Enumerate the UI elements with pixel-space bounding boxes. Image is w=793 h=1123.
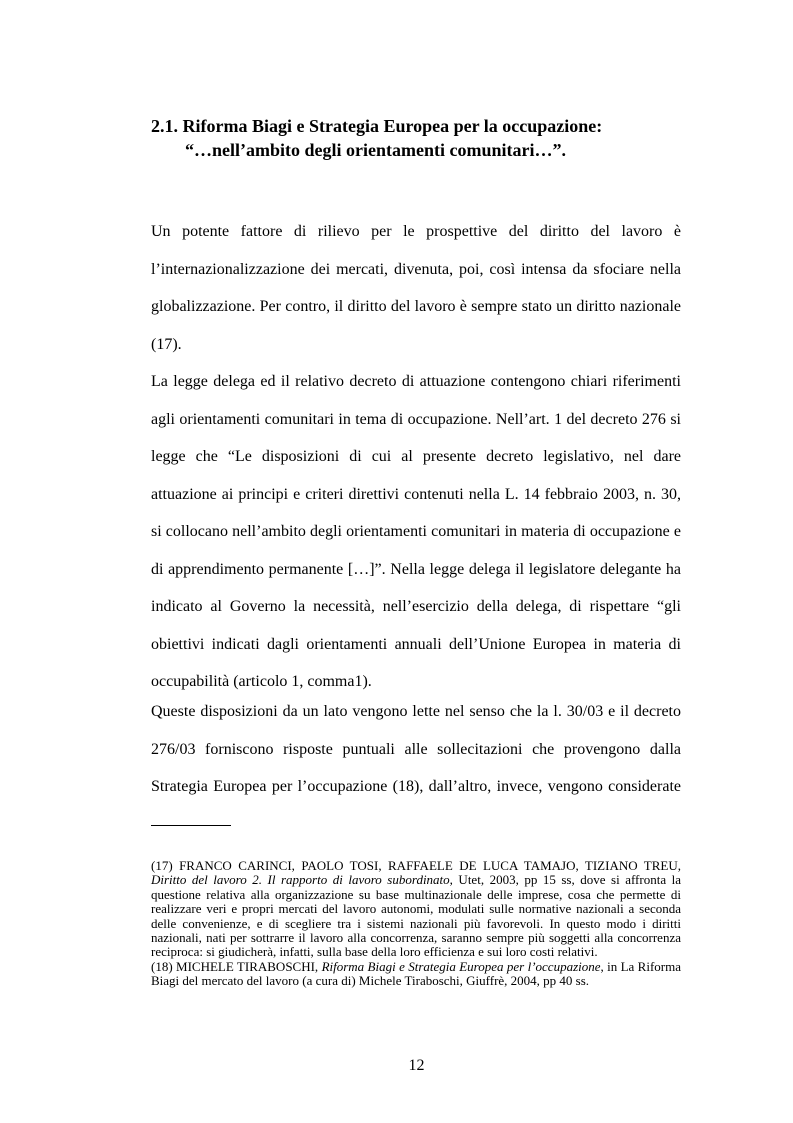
footnote-17-authors: (17) FRANCO CARINCI, PAOLO TOSI, RAFFAELE DE LUCA TAMAJO, TIZIANO TREU,: [151, 858, 681, 873]
section-heading-line-1: 2.1. Riforma Biagi e Strategia Europea per la occupazione:: [151, 116, 603, 136]
footnote-separator: [151, 825, 231, 826]
footnote-17: [151, 859, 681, 960]
paragraph-3: Queste disposizioni da un lato vengono lette nel senso che la l. 30/03 e il decreto 276/03 forniscono risposte puntuali alle sollecitazioni che provengono dalla Strategia Europea per l’occupazione (18), dall’altro, invece, vengono considerate: [151, 703, 681, 795]
footnote-18-title: Riforma Biagi e Strategia Europea per l’occupazione: [321, 958, 601, 974]
paragraph-1: Un potente fattore di rilievo per le prospettive del diritto del lavoro è l’internazionalizzazione dei mercati, divenuta, poi, così intensa da sfociare nella globalizzazione. Per contro, il diritto del lavoro è sempre stato un diritto nazionale (17).: [151, 223, 681, 353]
paragraph-2: La legge delega ed il relativo decreto di attuazione contengono chiari riferimenti agli orientamenti comunitari in tema di occupazione. Nell’art. 1 del decreto 276 si legge che “Le disposizioni di cui al presente decreto legislativo, nel dare attuazione ai principi e criteri direttivi contenuti nella L. 14 febbraio 2003, n. 30, si collocano nell’ambito degli orientamenti comunitari in materia di occupazione e di apprendimento permanente […]”. Nella legge delega il legislatore delegante ha indicato al Governo la necessità, nell’esercizio della delega, di rispettare “gli obiettivi indicati dagli orientamenti annuali dell’Unione Europea in materia di occupabilità (articolo 1, comma1).: [151, 373, 681, 690]
section-heading-line-2: “…nell’ambito degli orientamenti comunitari…”.: [185, 140, 566, 160]
footnote-17-title: Diritto del lavoro 2. Il rapporto di lavoro subordinato,: [151, 872, 453, 888]
footnote-18-text: , in La Riforma Biagi del mercato del lavoro (a cura di) Michele Tiraboschi, Giuffrè, 2004, pp 40 ss.: [151, 958, 682, 989]
section-heading: [151, 114, 711, 162]
page-number: 12: [408, 1057, 425, 1074]
footnote-18: [151, 960, 681, 989]
footnotes: [151, 859, 681, 989]
footnote-18-authors: (18) MICHELE TIRABOSCHI,: [151, 958, 322, 974]
footnote-17-text: Utet, 2003, pp 15 ss, dove si affronta la questione relativa alla organizzazione su base multinazionale delle imprese, cosa che permette di realizzare veri e propri mercati del lavoro autonomi, modulati sulle normative nazionali a seconda delle convenienze, e di scegliere tra i sistemi nazionali più favorevoli. In questo modo i diritti nazionali, nati per sottrarre il lavoro alla concorrenza, saranno sempre più soggetti alla concorrenza reciproca: si giudicherà, infatti, sulla base della loro efficienza e sui loro costi relativi.: [151, 872, 681, 960]
